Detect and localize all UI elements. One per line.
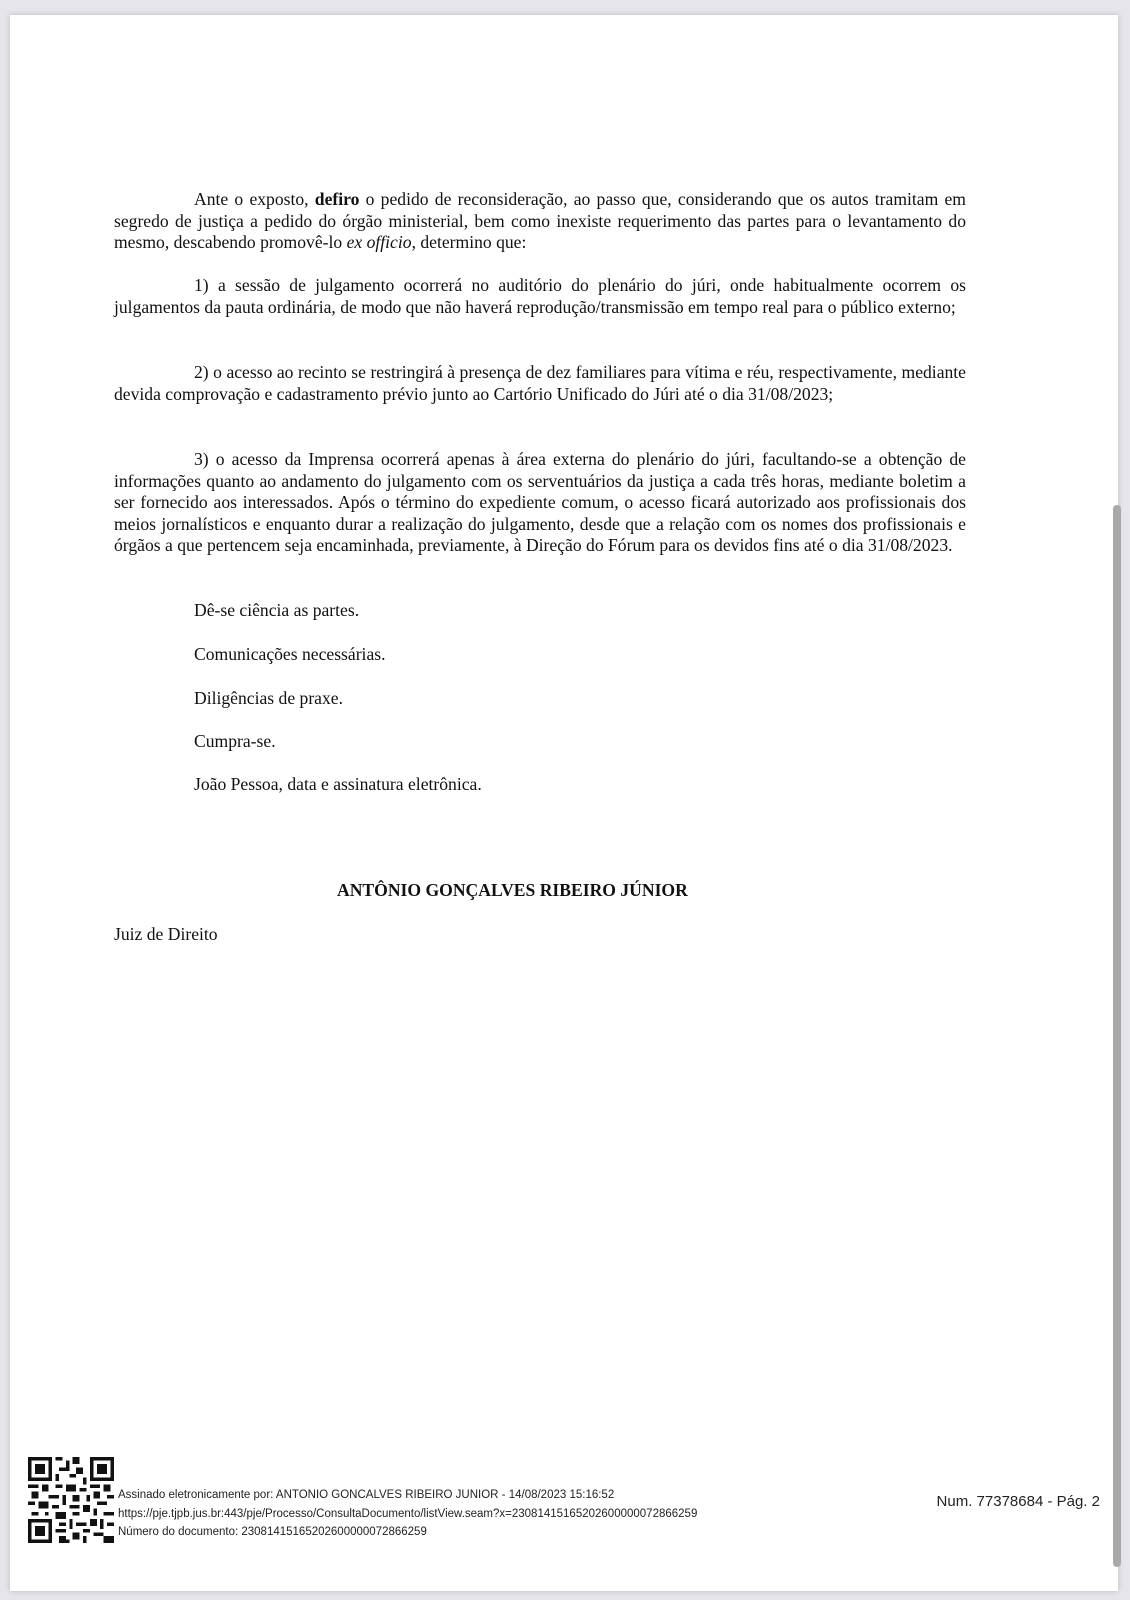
intro-bold: defiro: [314, 189, 360, 209]
document-body: [114, 189, 966, 254]
closing-line-2: Comunicações necessárias.: [194, 644, 386, 664]
intro-text-2: o pedido de reconsideração, ao passo que, considerando que os autos tramitam em segredo de justiça a pedido do órgão ministerial, bem como inexiste requerimento das partes para o levantamento do mesmo, descabendo promovê-lo: [114, 189, 966, 252]
page-number-label: Num. 77378684 - Pág. 2: [936, 1493, 1100, 1510]
item-1-block: [114, 275, 966, 318]
item-2: 2) o acesso ao recinto se restringirá à presença de dez familiares para vítima e réu, respectivamente, mediante devida comprovação e cadastramento prévio junto ao Cartório Unificado do Júri até o dia 31/08/2023;: [114, 362, 966, 404]
vertical-scrollbar[interactable]: [1113, 505, 1121, 1567]
intro-text-1: Ante o exposto,: [194, 189, 315, 209]
footer-document-number: Número do documento: 23081415165202600000072866259: [118, 1526, 427, 1538]
signature-name: ANTÔNIO GONÇALVES RIBEIRO JÚNIOR: [337, 880, 688, 900]
signature-role: Juiz de Direito: [114, 924, 218, 944]
footer-url[interactable]: https://pje.tjpb.jus.br:443/pje/Processo/ConsultaDocumento/listView.seam?x=23081415165202600000072866259: [118, 1508, 698, 1520]
item-3: 3) o acesso da Imprensa ocorrerá apenas à área externa do plenário do júri, facultando-se a obtenção de informações quanto ao andamento do julgamento com os serventuários da justiça a cada três horas, mediante boletim a ser fornecido aos interessados. Após o término do expediente comum, o acesso ficará autorizado aos profissionais dos meios jornalísticos e enquanto durar a realização do julgamento, desde que a relação com os nomes dos profissionais e órgãos a que pertencem seja encaminhada, previamente, à Direção do Fórum para os devidos fins até o dia 31/08/2023.: [114, 449, 966, 555]
closing-line-3: Diligências de praxe.: [194, 688, 343, 708]
closing-line-1: Dê-se ciência as partes.: [194, 600, 360, 620]
paragraph-intro: [114, 189, 966, 254]
intro-italic: ex officio: [346, 232, 412, 252]
qr-code-icon: [28, 1457, 114, 1543]
closing-line-5: João Pessoa, data e assinatura eletrônica.: [194, 774, 482, 794]
closing-line-4: Cumpra-se.: [194, 731, 276, 751]
document-page: [10, 15, 1118, 1591]
intro-text-3: , determino que:: [411, 232, 527, 252]
item-1: 1) a sessão de julgamento ocorrerá no auditório do plenário do júri, onde habitualmente ocorrem os julgamentos da pauta ordinária, de modo que não haverá reprodução/transmissão em tempo real para o público externo;: [114, 275, 966, 317]
footer-signed-by: Assinado eletronicamente por: ANTONIO GONCALVES RIBEIRO JUNIOR - 14/08/2023 15:16:52: [118, 1489, 615, 1501]
item-2-block: [114, 362, 966, 405]
item-3-block: [114, 449, 966, 557]
